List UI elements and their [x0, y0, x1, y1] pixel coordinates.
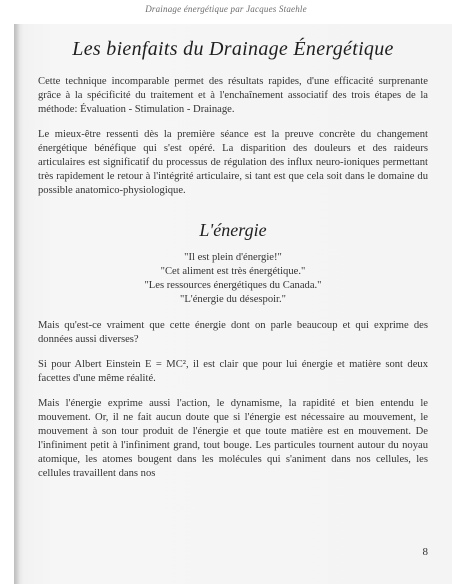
quote-2: "Cet aliment est très énergétique." [160, 266, 306, 277]
page-number: 8 [422, 546, 428, 558]
paragraph-body-2: Si pour Albert Einstein E = MC², il est clair que pour lui énergie et matière sont deux facettes d'une même réalité. [38, 359, 428, 384]
paragraph-intro-1: Cette technique incomparable permet des résultats rapides, d'une efficacité surprenante grâce à la spécificité du traitement et à l'enchaînement associatif des trois étapes de la méthode: Évaluation - Stimulation - Drainage. [38, 76, 428, 115]
quote-1: "Il est plein d'énergie!" [184, 252, 282, 263]
paragraph-intro-2: Le mieux-être ressenti dès la première séance est la preuve concrète du changement énergétique bénéfique qui s'est opéré. La disparition des douleurs et des raideurs articulaires est significatif du processus de régulation des influx neuro-ioniques permettant très rapidement le retour à l'intégrité articulaire, si tant est que cela soit dans le domaine du possible anatomico-physiologique. [38, 129, 428, 196]
page-title: Les bienfaits du Drainage Énergétique [72, 38, 394, 60]
page-content [38, 24, 428, 492]
book-page [14, 24, 452, 584]
running-header: Drainage énergétique par Jacques Staehle [145, 4, 307, 14]
quote-list [38, 251, 428, 307]
section-title: L'énergie [199, 220, 267, 240]
top-banner [0, 0, 452, 24]
paragraph-body-1: Mais qu'est-ce vraiment que cette énergie dont on parle beaucoup et qui exprime des données aussi diverses? [38, 320, 428, 345]
quote-4: "L'énergie du désespoir." [180, 294, 286, 305]
page-gutter-shadow [14, 24, 20, 584]
quote-3: "Les ressources énergétiques du Canada." [144, 280, 322, 291]
paragraph-body-3: Mais l'énergie exprime aussi l'action, le dynamisme, la rapidité et bien entendu le mouvement. Or, il ne fait aucun doute que si l'énergie est nécessaire au mouvement, le mouvement à son tour produit de l'énergie et que toute matière est en mouvement. De l'infiniment petit à l'infiniment grand, tout bouge. Les particules tournent autour du noyau atomique, les atomes bougent dans les molécules qui s'animent dans nos cellules, les cellules travaillent dans nos [38, 398, 428, 479]
